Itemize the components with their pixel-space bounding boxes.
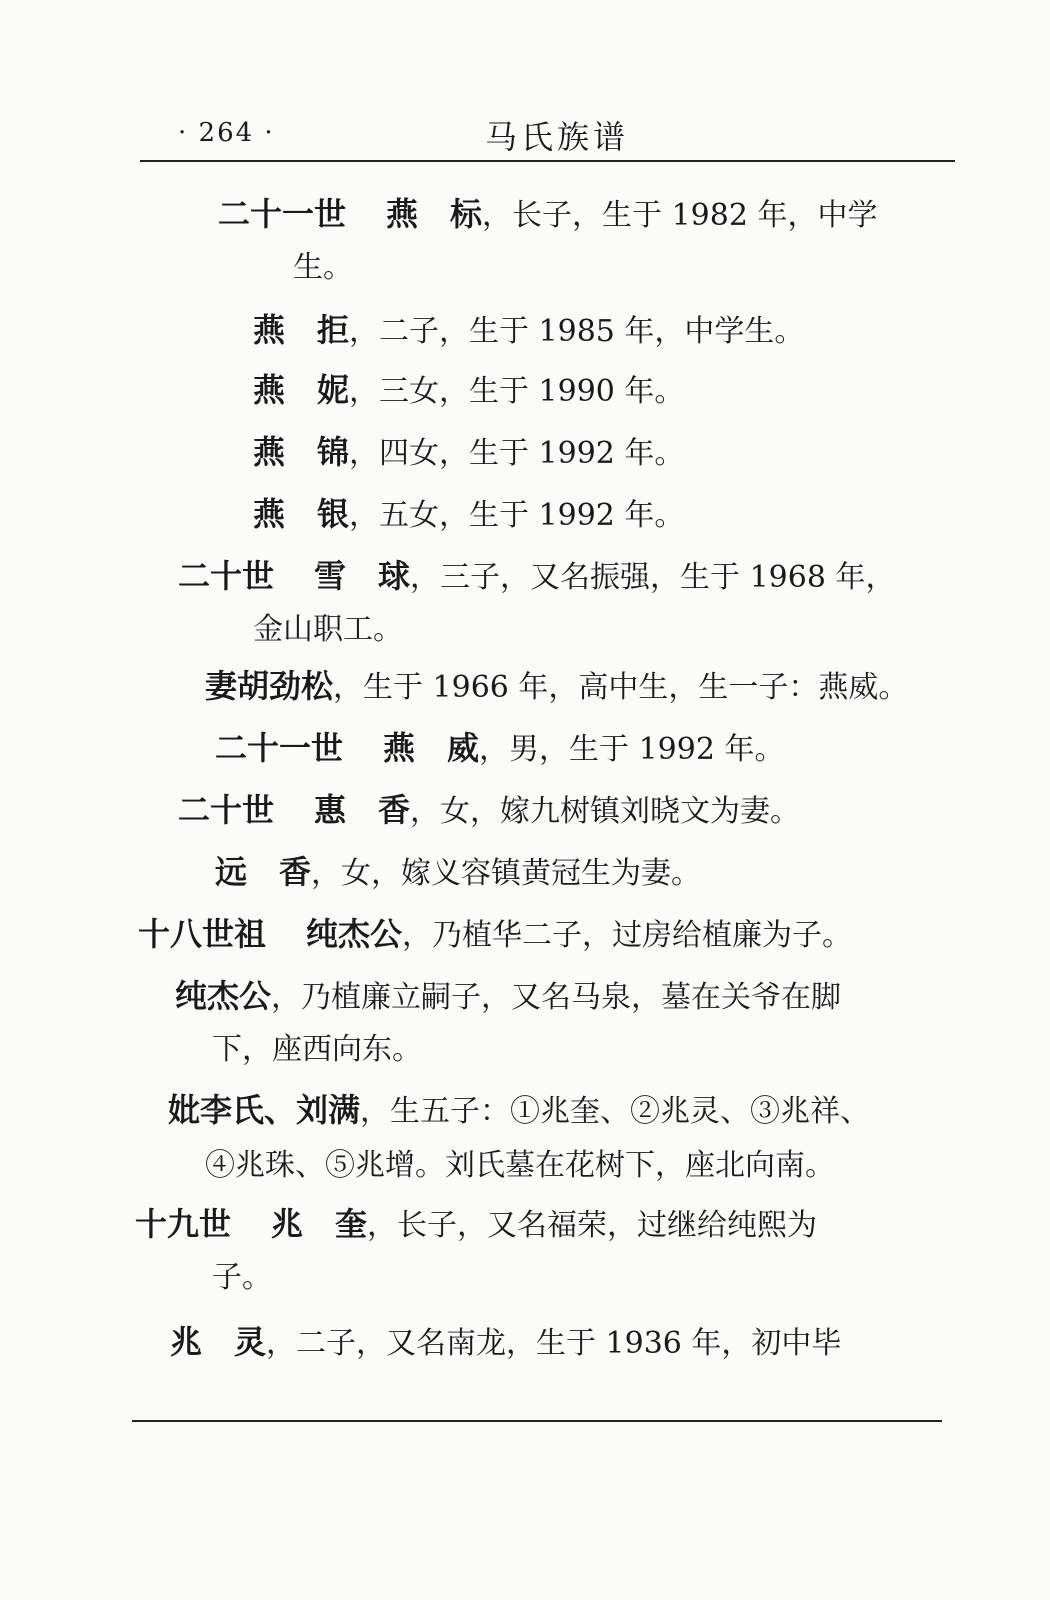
entry-line xyxy=(215,728,784,770)
generation-label: 二十世 xyxy=(178,791,275,829)
person-name: 燕 威 xyxy=(383,729,480,767)
entry-line xyxy=(218,194,877,236)
entry-line xyxy=(253,310,804,352)
person-name: 燕 妮 xyxy=(253,371,350,409)
person-name: 兆 奎 xyxy=(271,1205,368,1243)
generation-label: 二十一世 xyxy=(218,195,347,233)
entry-line xyxy=(170,1322,841,1364)
header-rule xyxy=(140,160,955,162)
page-header xyxy=(140,110,955,158)
entry-text: ，乃植廉立嗣子，又名马泉，墓在关爷在脚 xyxy=(271,980,842,1015)
person-name: 雪 球 xyxy=(314,557,411,595)
entry-text: ，三女，生于 1990 年。 xyxy=(349,374,685,409)
entry-text: ，乃植华二子，过房给植廉为子。 xyxy=(402,918,853,953)
page-number: · 264 · xyxy=(178,118,275,148)
entry-line xyxy=(175,976,841,1018)
entry-line xyxy=(253,432,684,474)
entry-text: ，三子，又名振强，生于 1968 年， xyxy=(410,560,896,595)
entry-line xyxy=(138,914,852,956)
entry-text: ，女，嫁九树镇刘晓文为妻。 xyxy=(410,794,801,829)
entry-continuation: 金山职工。 xyxy=(253,612,403,647)
entry-line xyxy=(178,556,895,598)
person-name: 燕 拒 xyxy=(253,311,350,349)
entry-text: ，五女，生于 1992 年。 xyxy=(349,498,685,533)
entry-line xyxy=(178,790,800,832)
spouse-name: 妻胡劲松 xyxy=(205,667,334,705)
person-name: 纯杰公 xyxy=(175,977,272,1015)
spouse-name: 妣李氏、刘满 xyxy=(168,1091,361,1129)
entry-line xyxy=(205,666,908,708)
book-title: 马氏族谱 xyxy=(485,118,630,156)
entry-text: ，长子，又名福荣，过继给纯熙为 xyxy=(367,1208,818,1243)
entry-line xyxy=(135,1204,817,1246)
entry-text: ，长子，生于 1982 年，中学 xyxy=(482,198,878,233)
entry-text: ，四女，生于 1992 年。 xyxy=(349,436,685,471)
entry-text: ，男，生于 1992 年。 xyxy=(479,732,785,767)
generation-label: 二十一世 xyxy=(215,729,344,767)
person-name: 兆 灵 xyxy=(170,1323,267,1361)
footer-rule xyxy=(132,1420,942,1422)
entry-line xyxy=(253,370,684,412)
entry-continuation: 子。 xyxy=(212,1260,272,1295)
person-name: 惠 香 xyxy=(314,791,411,829)
person-name: 燕 锦 xyxy=(253,433,350,471)
entry-text: ，二子，又名南龙，生于 1936 年，初中毕 xyxy=(266,1326,842,1361)
entry-line xyxy=(253,494,684,536)
entry-line xyxy=(168,1090,870,1132)
entry-text: ，生于 1966 年，高中生，生一子：燕威。 xyxy=(333,670,909,705)
person-name: 远 香 xyxy=(215,853,312,891)
entry-text: ，二子，生于 1985 年，中学生。 xyxy=(349,314,805,349)
entry-text: ，女，嫁义容镇黄冠生为妻。 xyxy=(311,856,702,891)
person-name: 燕 银 xyxy=(253,495,350,533)
entry-text: ，生五子：①兆奎、②兆灵、③兆祥、 xyxy=(360,1094,871,1129)
entry-continuation: 下，座西向东。 xyxy=(212,1032,422,1067)
generation-label: 十九世 xyxy=(135,1205,232,1243)
generation-label: 二十世 xyxy=(178,557,275,595)
person-name: 纯杰公 xyxy=(306,915,403,953)
entry-continuation: 生。 xyxy=(293,250,353,285)
generation-label: 十八世祖 xyxy=(138,915,267,953)
person-name: 燕 标 xyxy=(386,195,483,233)
entry-line xyxy=(215,852,701,894)
entry-continuation: ④兆珠、⑤兆增。刘氏墓在花树下，座北向南。 xyxy=(205,1148,835,1183)
